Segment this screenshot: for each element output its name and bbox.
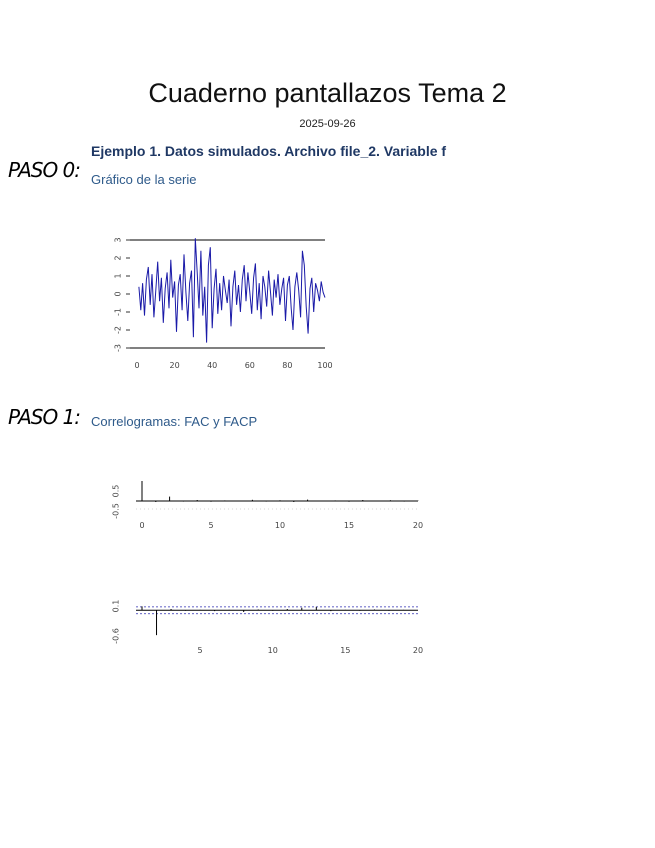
document-date: 2025-09-26 — [299, 118, 356, 130]
series-chart — [100, 230, 340, 375]
y-tick-label: 2 — [113, 255, 123, 261]
y-tick-label: -0.5 — [111, 503, 121, 519]
y-tick-label: -1 — [113, 308, 123, 316]
x-tick-label: 40 — [207, 361, 218, 370]
example-heading: Ejemplo 1. Datos simulados. Archivo file_2. Variable f — [91, 143, 447, 159]
x-tick-label: 5 — [197, 646, 203, 655]
y-tick-label: -0.6 — [111, 628, 121, 644]
x-tick-label: 100 — [317, 361, 333, 370]
step0-caption: Gráfico de la serie — [91, 172, 197, 187]
y-tick-label: -3 — [113, 344, 123, 352]
x-tick-label: 15 — [340, 646, 351, 655]
step1-handwritten-label: PASO 1: — [8, 405, 81, 429]
step1-caption: Correlogramas: FAC y FACP — [91, 414, 258, 429]
step0-handwritten-label: PASO 0: — [8, 158, 81, 182]
series-line — [139, 238, 325, 342]
y-tick-label: 3 — [113, 237, 123, 243]
document-title: Cuaderno pantallazos Tema 2 — [148, 78, 507, 108]
x-tick-label: 20 — [412, 646, 424, 655]
x-tick-label: 80 — [282, 361, 293, 370]
y-tick-label: 1 — [113, 273, 123, 279]
fac-chart — [100, 475, 430, 540]
x-tick-label: 10 — [267, 646, 278, 655]
y-tick-label: -2 — [113, 326, 123, 334]
x-tick-label: 60 — [244, 361, 255, 370]
y-tick-label: 0.5 — [111, 484, 121, 498]
x-tick-label: 0 — [139, 521, 145, 530]
y-tick-label: 0 — [113, 291, 123, 297]
x-tick-label: 15 — [343, 521, 355, 530]
x-tick-label: 5 — [208, 521, 214, 530]
x-tick-label: 20 — [169, 361, 180, 370]
y-tick-label: 0.1 — [111, 599, 121, 613]
x-tick-label: 10 — [274, 521, 286, 530]
x-tick-label: 20 — [412, 521, 424, 530]
facp-chart — [100, 598, 430, 663]
x-tick-label: 0 — [134, 361, 140, 370]
